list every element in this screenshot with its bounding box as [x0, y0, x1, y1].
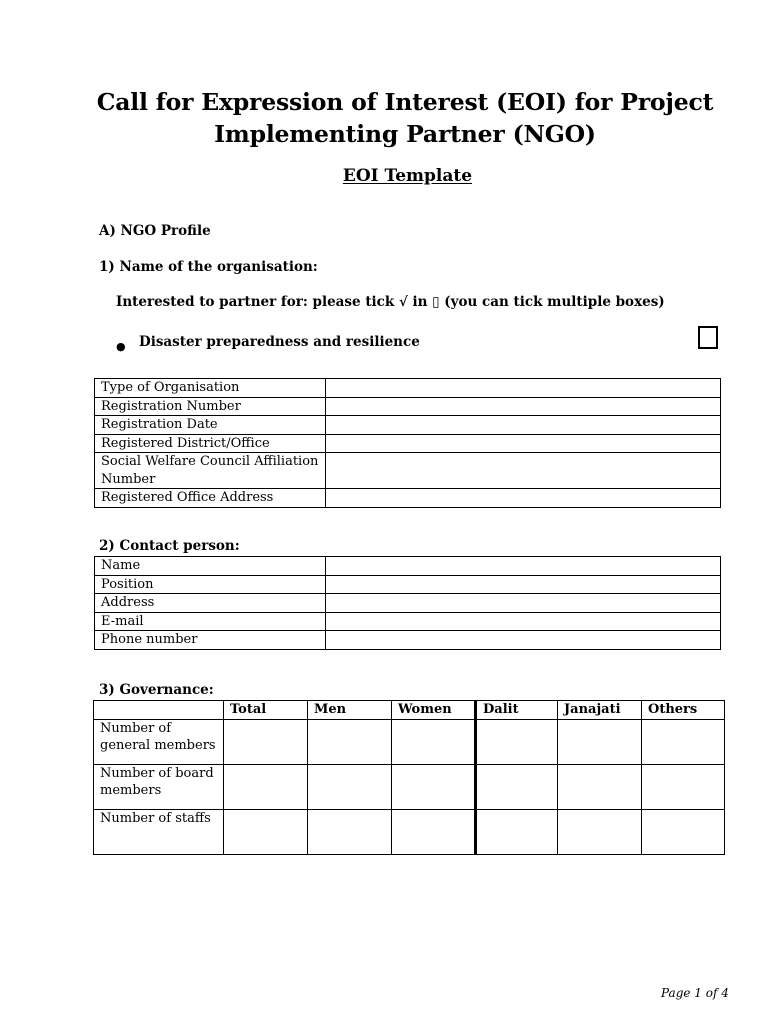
row-value[interactable] — [326, 453, 721, 489]
table-row — [95, 489, 721, 508]
header-cell — [94, 701, 224, 720]
row-label: Position — [95, 575, 326, 594]
table-row — [94, 719, 725, 764]
title-line-1: Call for Expression of Interest (EOI) for Project — [96, 88, 714, 116]
cell[interactable] — [642, 809, 725, 854]
governance-table — [93, 700, 725, 855]
document-subtitle: EOI Template — [342, 166, 473, 186]
row-value[interactable] — [326, 489, 721, 508]
row-label: Name — [95, 557, 326, 576]
table-row — [95, 631, 721, 650]
row-label: Registered District/Office — [95, 434, 326, 453]
title-line-2: Implementing Partner (NGO) — [214, 120, 596, 148]
interest-instruction: Interested to partner for: please tick √ in ▯ (you can tick multiple boxes) — [116, 294, 665, 310]
bullet-item-disaster: Disaster preparedness and resilience — [139, 334, 420, 350]
row-value[interactable] — [326, 631, 721, 650]
row-label: E-mail — [95, 612, 326, 631]
header-others: Others — [642, 701, 725, 720]
contact-person-heading: 2) Contact person: — [99, 538, 240, 554]
cell[interactable] — [392, 764, 476, 809]
row-value[interactable] — [326, 416, 721, 435]
table-header-row — [94, 701, 725, 720]
cell[interactable] — [476, 809, 558, 854]
row-label: Registered Office Address — [95, 489, 326, 508]
row-value[interactable] — [326, 575, 721, 594]
row-value[interactable] — [326, 379, 721, 398]
cell[interactable] — [558, 719, 642, 764]
table-row — [95, 594, 721, 613]
row-label: Number of general members — [94, 719, 224, 764]
table-row — [95, 434, 721, 453]
cell[interactable] — [642, 719, 725, 764]
table-row — [94, 809, 725, 854]
header-total: Total — [224, 701, 308, 720]
row-value[interactable] — [326, 557, 721, 576]
table-row — [95, 453, 721, 489]
table-row — [95, 379, 721, 398]
row-value[interactable] — [326, 397, 721, 416]
table-row — [94, 764, 725, 809]
table-row — [95, 575, 721, 594]
table-row — [95, 416, 721, 435]
cell[interactable] — [308, 764, 392, 809]
table-row — [95, 612, 721, 631]
row-value[interactable] — [326, 594, 721, 613]
header-janajati: Janajati — [558, 701, 642, 720]
table-row — [95, 397, 721, 416]
cell[interactable] — [558, 764, 642, 809]
document-title — [80, 86, 730, 150]
row-value[interactable] — [326, 612, 721, 631]
cell[interactable] — [558, 809, 642, 854]
cell[interactable] — [642, 764, 725, 809]
row-label: Registration Number — [95, 397, 326, 416]
row-label: Registration Date — [95, 416, 326, 435]
row-label: Number of board members — [94, 764, 224, 809]
row-label: Type of Organisation — [95, 379, 326, 398]
row-label: Phone number — [95, 631, 326, 650]
governance-heading: 3) Governance: — [99, 682, 214, 698]
contact-table — [94, 556, 721, 650]
bullet-icon: ● — [116, 340, 126, 353]
cell[interactable] — [224, 809, 308, 854]
cell[interactable] — [392, 719, 476, 764]
organisation-table — [94, 378, 721, 508]
disaster-checkbox[interactable] — [698, 326, 718, 349]
cell[interactable] — [476, 719, 558, 764]
page-number: Page 1 of 4 — [661, 986, 729, 1000]
row-label: Number of staffs — [94, 809, 224, 854]
org-name-label: 1) Name of the organisation: — [99, 259, 318, 275]
cell[interactable] — [308, 719, 392, 764]
section-a-heading: A) NGO Profile — [99, 223, 211, 239]
header-dalit: Dalit — [476, 701, 558, 720]
table-row — [95, 557, 721, 576]
cell[interactable] — [308, 809, 392, 854]
cell[interactable] — [224, 764, 308, 809]
cell[interactable] — [476, 764, 558, 809]
row-label: Address — [95, 594, 326, 613]
cell[interactable] — [224, 719, 308, 764]
header-men: Men — [308, 701, 392, 720]
row-value[interactable] — [326, 434, 721, 453]
header-women: Women — [392, 701, 476, 720]
row-label: Social Welfare Council Affiliation Number — [95, 453, 326, 489]
cell[interactable] — [392, 809, 476, 854]
